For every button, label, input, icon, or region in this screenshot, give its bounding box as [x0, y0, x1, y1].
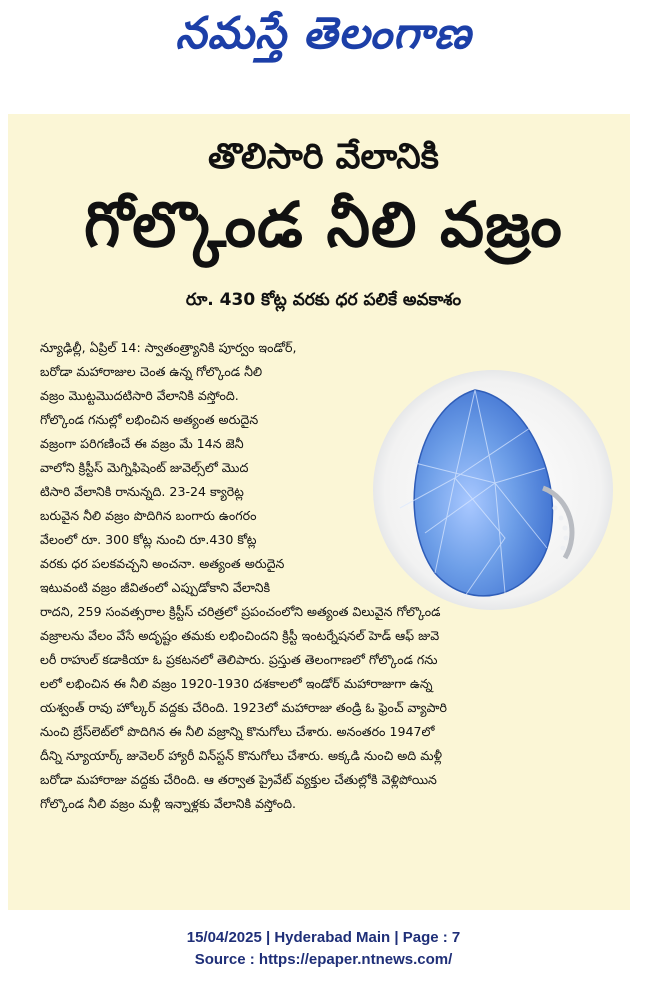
footer-date-edition-page: 15/04/2025 | Hyderabad Main | Page : 7 — [186, 929, 461, 946]
body-line: దీన్ని న్యూయార్క్ జువెలర్ హ్యారీ విన్‌స్టన్ కొనుగోలు చేశారు. అక్కడి నుంచి అది మళ్లీ — [40, 748, 443, 763]
body-line: లలో లభించిన ఈ నీలి వజ్రం 1920-1930 దశకాలలో ఇండోర్ మహారాజుగా ఉన్న — [40, 676, 433, 691]
masthead — [0, 0, 647, 80]
body-line: బరోడా మహారాజు వద్దకు చేరింది. ఆ తర్వాత ప్రైవేట్ వ్యక్తుల చేతుల్లోకి వెళ్లిపోయిన — [40, 772, 437, 787]
body-line: నుంచి బ్రేస్‌లెట్‌లో పొదిగిన ఈ నీలి వజ్రాన్ని కొనుగోలు చేశారు. అనంతరం 1947లో — [40, 724, 435, 739]
body-line: రాదని, 259 సంవత్సరాల క్రిస్టీస్ చరిత్రలో ప్రపంచంలోని అత్యంత విలువైన గోల్కొండ — [40, 604, 441, 619]
article-kicker: తొలిసారి వేలానికి — [208, 137, 439, 177]
body-line: వేలంలో రూ. 300 కోట్ల నుంచి రూ.430 కోట్ల — [40, 532, 257, 547]
article-body — [40, 336, 615, 816]
article-headline: గోల్కొండ నీలి వజ్రం — [84, 188, 563, 261]
body-line: వజ్రాలను వేలం వేసే అదృష్టం తమకు లభించిందని క్రిస్టీ ఇంటర్నేషనల్ హెడ్ ఆఫ్ జువె — [40, 628, 440, 643]
body-line: వరకు ధర పలకవచ్చని అంచనా. అత్యంత అరుదైన — [40, 556, 285, 571]
body-line: వాలోని క్రిస్టీస్ మెగ్నిఫిషెంట్ జువెల్స్‌లో మొద — [40, 460, 249, 475]
body-line: బరువైన నీలి వజ్రం పొదిగిన బంగారు ఉంగరం — [40, 508, 257, 523]
body-line: యశ్వంత్ రావు హోల్కర్ వద్దకు చేరింది. 1923లో మహారాజు తండ్రి ఓ ఫ్రెంచ్ వ్యాపారి — [40, 700, 447, 715]
body-line: న్యూఢిల్లీ, ఏప్రిల్ 14: స్వాతంత్ర్యానికి పూర్వం ఇండోర్, — [40, 340, 297, 355]
body-line: టిసారి వేలానికి రానున్నది. 23-24 క్యారెట్ల — [40, 484, 244, 499]
footer-source-link[interactable]: Source : https://epaper.ntnews.com/ — [194, 951, 453, 968]
newspaper-logo: నమస్తే తెలంగాణ — [175, 8, 472, 59]
body-line: వజ్రం మొట్టమొదటిసారి వేలానికి వస్తోంది. — [40, 388, 239, 403]
body-line: బరోడా మహారాజుల చెంత ఉన్న గోల్కొండ నీలి — [40, 364, 263, 379]
body-line: వజ్రంగా పరిగణించే ఈ వజ్రం మే 14న జెనీ — [40, 436, 244, 451]
body-line: గోల్కొండ గనుల్లో లభించిన అత్యంత అరుదైన — [40, 412, 259, 427]
body-line: లరీ రాహుల్ కడాకియా ఓ ప్రకటనలో తెలిపారు. ప్రస్తుత తెలంగాణలో గోల్కొండ గను — [40, 652, 438, 667]
article-subhead: రూ. 430 కోట్ల వరకు ధర పలికే అవకాశం — [185, 290, 462, 310]
body-line: గోల్కొండ నీలి వజ్రం మళ్లీ ఇన్నాళ్లకు వేలానికి వస్తోంది. — [40, 796, 296, 811]
body-line: ఇటువంటి వజ్రం జీవితంలో ఎప్పుడోకాని వేలానికి — [40, 580, 271, 595]
